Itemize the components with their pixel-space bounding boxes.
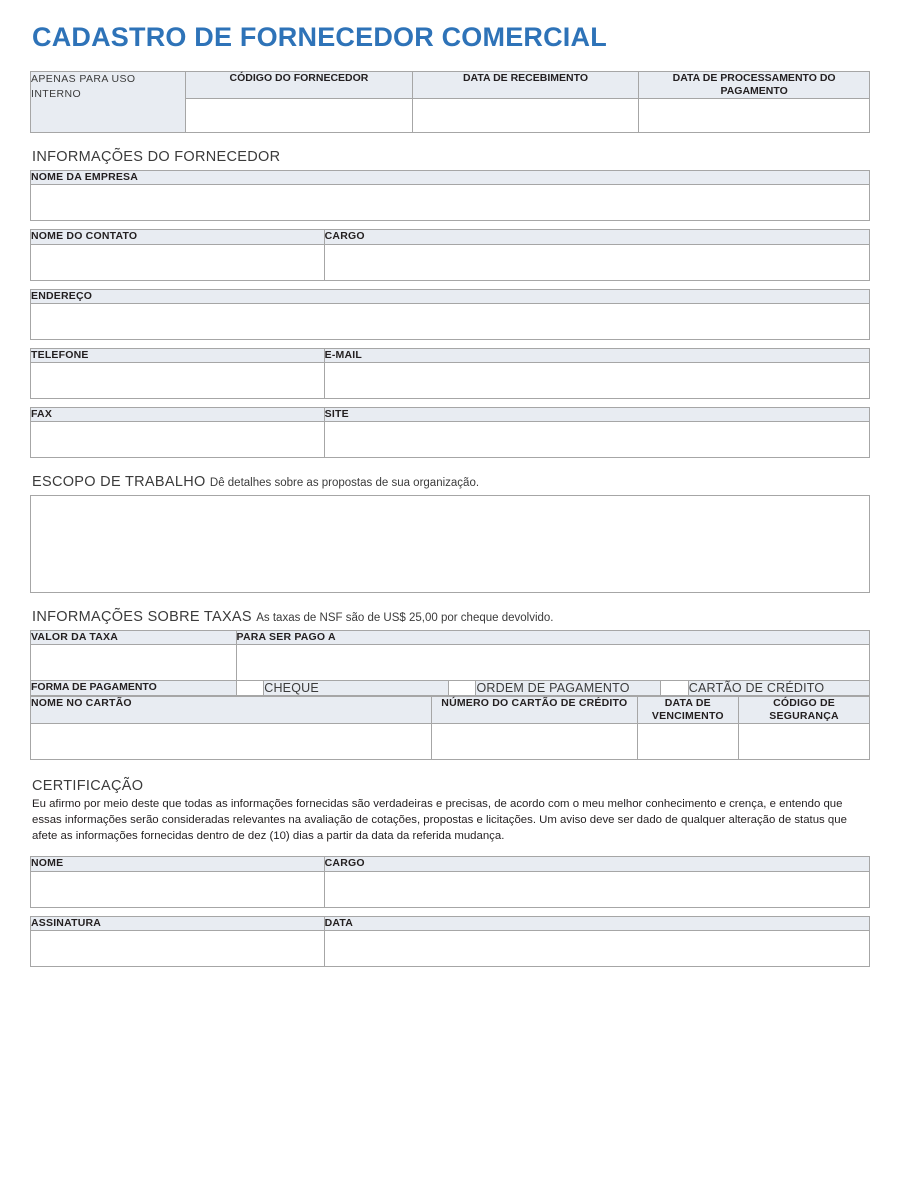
fee-amount-label: VALOR DA TAXA	[31, 630, 237, 644]
card-number-label: NÚMERO DO CARTÃO DE CRÉDITO	[432, 697, 638, 724]
table-row	[31, 230, 870, 244]
checkbox-cartao-credito[interactable]	[661, 681, 689, 696]
cert-signature-input[interactable]	[31, 930, 325, 966]
table-row	[31, 289, 870, 303]
supplier-code-input[interactable]	[186, 99, 413, 133]
supplier-code-header: CÓDIGO DO FORNECEDOR	[186, 72, 413, 99]
scope-section-heading	[32, 474, 870, 490]
contact-name-input[interactable]	[31, 244, 325, 280]
table-row	[31, 348, 870, 362]
supplier-info-table	[30, 170, 870, 458]
table-row	[31, 857, 870, 871]
fees-section-heading	[32, 609, 870, 625]
payable-to-label: PARA SER PAGO A	[236, 630, 869, 644]
card-name-input[interactable]	[31, 724, 432, 760]
cert-name-label: NOME	[31, 857, 325, 871]
address-input[interactable]	[31, 303, 870, 339]
fees-subheading-text: As taxas de NSF são de US$ 25,00 por cheque devolvido.	[256, 611, 554, 624]
table-row	[31, 171, 870, 185]
card-expiry-input[interactable]	[637, 724, 739, 760]
phone-input[interactable]	[31, 362, 325, 398]
cert-signature-label: ASSINATURA	[31, 916, 325, 930]
cert-role-input[interactable]	[324, 871, 869, 907]
checkbox-ordem-pagamento[interactable]	[448, 681, 476, 696]
table-row	[31, 630, 870, 644]
row-gap	[31, 221, 870, 230]
table-row	[31, 681, 870, 696]
contact-name-label: NOME DO CONTATO	[31, 230, 325, 244]
row-gap	[31, 280, 870, 289]
table-row	[31, 930, 870, 966]
table-row	[31, 421, 870, 457]
checkbox-cheque[interactable]	[236, 681, 264, 696]
payable-to-input[interactable]	[236, 645, 869, 681]
internal-use-label: APENAS PARA USO INTERNO	[31, 72, 186, 133]
fees-table	[30, 630, 870, 696]
payment-method-label: FORMA DE PAGAMENTO	[31, 681, 237, 696]
card-name-label: NOME NO CARTÃO	[31, 697, 432, 724]
row-gap	[31, 339, 870, 348]
card-cvv-label: CÓDIGO DE SEGURANÇA	[739, 697, 870, 724]
cert-name-input[interactable]	[31, 871, 325, 907]
cert-date-label: DATA	[324, 916, 869, 930]
receipt-date-header: DATA DE RECEBIMENTO	[412, 72, 639, 99]
fax-input[interactable]	[31, 421, 325, 457]
payment-option-ordem-pagamento[interactable]: ORDEM DE PAGAMENTO	[476, 681, 661, 696]
table-row	[31, 362, 870, 398]
table-row	[31, 407, 870, 421]
card-cvv-input[interactable]	[739, 724, 870, 760]
card-number-input[interactable]	[432, 724, 638, 760]
internal-use-table	[30, 71, 870, 133]
contact-role-input[interactable]	[324, 244, 869, 280]
card-expiry-label: DATA DE VENCIMENTO	[637, 697, 739, 724]
certification-body: Eu afirmo por meio deste que todas as informações fornecidas são verdadeiras e precisas, de acordo com o meu melhor conhecimento e crença, e entendo que essas informações serão consideradas relevantes na avaliação de cotações, propostas e licitações. Um aviso deve ser dado de qualquer alteração de status que afete as informações fornecidas dentro de dez (10) dias a partir da data da referida mudança.	[32, 798, 847, 842]
fees-heading-text: INFORMAÇÕES SOBRE TAXAS	[32, 608, 252, 625]
table-row	[31, 724, 870, 760]
receipt-date-input[interactable]	[412, 99, 639, 133]
table-row	[31, 697, 870, 724]
supplier-section-heading: INFORMAÇÕES DO FORNECEDOR	[32, 149, 281, 166]
site-label: SITE	[324, 407, 869, 421]
fee-amount-input[interactable]	[31, 645, 237, 681]
phone-label: TELEFONE	[31, 348, 325, 362]
row-gap	[31, 907, 870, 916]
table-row	[31, 645, 870, 681]
page-title: CADASTRO DE FORNECEDOR COMERCIAL	[32, 22, 607, 52]
fax-label: FAX	[31, 407, 325, 421]
scope-subheading-text: Dê detalhes sobre as propostas de sua organização.	[209, 476, 480, 489]
email-input[interactable]	[324, 362, 869, 398]
credit-card-table	[30, 696, 870, 760]
email-label: E-MAIL	[324, 348, 869, 362]
row-gap	[31, 398, 870, 407]
table-row	[31, 244, 870, 280]
table-row	[31, 871, 870, 907]
payment-option-cartao-credito[interactable]: CARTÃO DE CRÉDITO	[688, 681, 869, 696]
table-row	[31, 303, 870, 339]
payment-processing-date-input[interactable]	[639, 99, 870, 133]
company-name-input[interactable]	[31, 185, 870, 221]
table-row	[31, 916, 870, 930]
scope-heading-text: ESCOPO DE TRABALHO	[32, 473, 206, 490]
certification-heading: CERTIFICAÇÃO	[32, 778, 144, 795]
company-name-label: NOME DA EMPRESA	[31, 171, 870, 185]
site-input[interactable]	[324, 421, 869, 457]
cert-role-label: CARGO	[324, 857, 869, 871]
cert-date-input[interactable]	[324, 930, 869, 966]
certification-table	[30, 856, 870, 966]
payment-processing-date-header: DATA DE PROCESSAMENTO DO PAGAMENTO	[639, 72, 870, 99]
address-label: ENDEREÇO	[31, 289, 870, 303]
payment-option-cheque[interactable]: CHEQUE	[264, 681, 449, 696]
scope-textarea[interactable]	[30, 495, 870, 593]
contact-role-label: CARGO	[324, 230, 869, 244]
table-row	[31, 72, 870, 99]
table-row	[31, 185, 870, 221]
